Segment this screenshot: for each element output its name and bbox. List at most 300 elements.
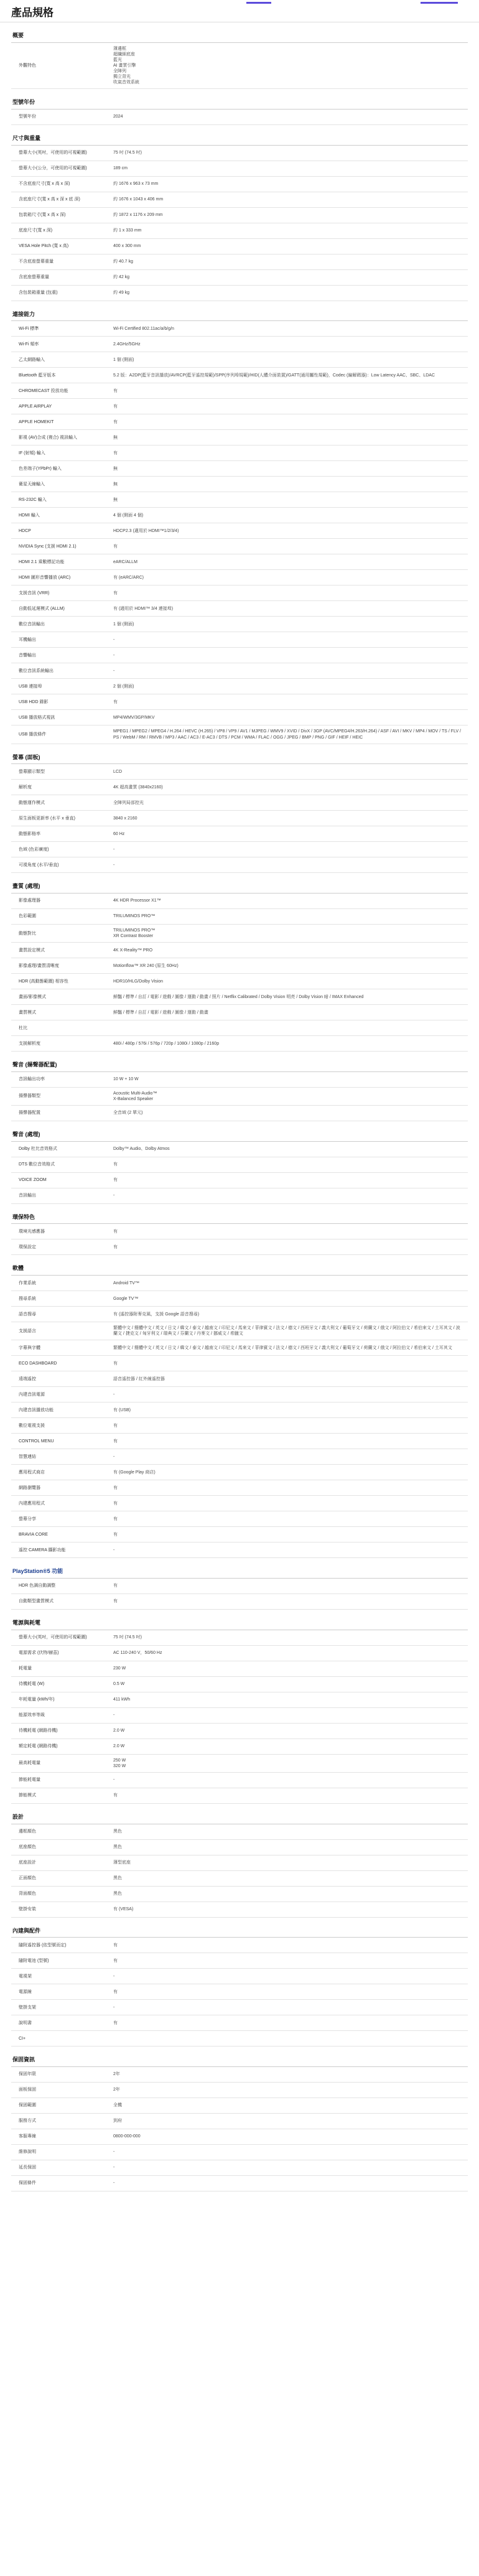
spec-value: 10 W + 10 W — [113, 1077, 139, 1082]
spec-row — [11, 726, 468, 744]
spec-value: 黑色 — [113, 1891, 122, 1896]
spec-label: 年耗電量 (kWh/年) — [19, 1697, 55, 1702]
spec-value: - — [113, 1974, 115, 1979]
spec-row — [11, 539, 468, 554]
spec-label: 智慧連結 — [19, 1454, 36, 1459]
spec-row — [11, 1340, 468, 1356]
spec-label: 保固範圍 — [19, 2103, 36, 2108]
spec-row — [11, 1020, 468, 1036]
spec-section — [11, 1204, 468, 1256]
spec-label: HDMI 2.1 乘數標記功能 — [19, 559, 65, 564]
spec-label: 內建音訊電源 — [19, 1392, 45, 1397]
spec-row — [11, 1840, 468, 1855]
spec-row — [11, 1692, 468, 1708]
spec-value: 3840 x 2160 — [113, 816, 137, 821]
section-heading: 軟體 — [11, 1255, 468, 1276]
spec-label: USB 播放格式視訊 — [19, 715, 55, 720]
spec-value: MPEG1 / MPEG2 / MPEG4 / H.264 / HEVC (H.265) / VP8 / VP9 / AV1 / MJPEG / WMV9 / XVID / DivX / 3GP (AVC/MPEG4/H.263/H.264) / ASF / AVI / MKV / MP4 / MOV / TS / FLV / PS / WebM / RM / RMVB / MP3 / AAC / AC3 / E-AC3 / DTS / PCM / WMA / FLAC / OGG / JPEG / BMP / PNG / GIF / HEIF / HEIC — [113, 729, 462, 740]
spec-label: 耗電量 — [19, 1666, 32, 1671]
spec-row — [11, 1824, 468, 1840]
spec-label: 螢幕大小(英吋，可使用的可視範圍) — [19, 1635, 87, 1640]
spec-row — [11, 679, 468, 694]
spec-label: 字幕與字體 — [19, 1345, 40, 1350]
spec-label: 延長保固 — [19, 2165, 36, 2170]
spec-label: 隨附遙控器 (依型號而定) — [19, 1943, 67, 1948]
spec-label: 自動低延遲模式 (ALLM) — [19, 606, 65, 611]
spec-row — [11, 842, 468, 857]
spec-value: 2年 — [113, 2072, 120, 2077]
spec-label: 音訊輸出功率 — [19, 1077, 45, 1082]
spec-row — [11, 780, 468, 795]
header — [0, 0, 479, 22]
spec-label: 客服專線 — [19, 2134, 36, 2139]
spec-value: - — [113, 1392, 115, 1397]
section-heading: 電源與耗電 — [11, 1610, 468, 1630]
section-heading: 設計 — [11, 1804, 468, 1824]
spec-row — [11, 570, 468, 586]
spec-label: ECO DASHBOARD — [19, 1361, 57, 1366]
spec-row — [11, 1005, 468, 1020]
section-heading: 畫質 (處理) — [11, 873, 468, 894]
spec-value: 250 W 320 W — [113, 1758, 126, 1768]
section-heading: 保固資訊 — [11, 2046, 468, 2067]
spec-row — [11, 110, 468, 125]
spec-label: HDR (高動態範圍) 相容性 — [19, 979, 68, 984]
spec-label: 額定耗電 (網路待機) — [19, 1744, 58, 1749]
spec-label: APPLE AIRPLAY — [19, 404, 52, 409]
spec-label: 耳機輸出 — [19, 637, 36, 642]
spec-value: 黑色 — [113, 1875, 122, 1880]
spec-row — [11, 1755, 468, 1773]
spec-value: HDCP2.3 (適用於 HDMI™1/2/3/4) — [113, 528, 179, 533]
spec-label: 服務方式 — [19, 2119, 36, 2124]
spec-value: 2.0 W — [113, 1744, 125, 1749]
spec-label: 不含底座螢幕重量 — [19, 259, 53, 264]
spec-row — [11, 1773, 468, 1788]
spec-row — [11, 254, 468, 270]
spec-value: 有 — [113, 1584, 118, 1589]
spec-value: 2.0 W — [113, 1729, 125, 1734]
spec-value: 1 個 (側面) — [113, 622, 134, 627]
spec-value: 到府 — [113, 2119, 122, 2124]
spec-section — [11, 125, 468, 301]
spec-value: 2024 — [113, 114, 123, 119]
spec-label: IF (射頻) 輸入 — [19, 450, 45, 455]
spec-value: 約 1872 x 1176 x 209 mm — [113, 213, 163, 218]
spec-label: 隨附電池 (型號) — [19, 1958, 49, 1963]
spec-row — [11, 2129, 468, 2145]
spec-section — [11, 1610, 468, 1804]
spec-label: CHROMECAST 投放功能 — [19, 388, 68, 393]
spec-row — [11, 1871, 468, 1887]
spec-row — [11, 239, 468, 254]
spec-value: Android TV™ — [113, 1281, 139, 1286]
spec-row — [11, 286, 468, 301]
spec-label: HDCP — [19, 528, 31, 533]
spec-row — [11, 1276, 468, 1291]
spec-label: 乙太網路輸入 — [19, 357, 45, 362]
spec-row — [11, 974, 468, 989]
spec-label: 作業系統 — [19, 1281, 36, 1286]
spec-row — [11, 1106, 468, 1121]
spec-value: 230 W — [113, 1666, 126, 1671]
spec-label: 語音搜尋 — [19, 1312, 36, 1317]
spec-section — [11, 301, 468, 744]
spec-row — [11, 1157, 468, 1173]
spec-label: 色彩範圍 — [19, 914, 36, 919]
spec-value: - — [113, 2005, 115, 2010]
spec-value: 有 — [113, 699, 118, 704]
spec-value: 有 — [113, 1485, 118, 1490]
spec-label: 說明書 — [19, 2020, 32, 2025]
spec-value: 0800-000-000 — [113, 2134, 141, 2139]
spec-value: 有 (USB) — [113, 1407, 131, 1412]
spec-row — [11, 1449, 468, 1465]
spec-row — [11, 1724, 468, 1739]
page-title: 產品規格 — [11, 7, 53, 19]
spec-label: 外觀特色 — [19, 63, 36, 68]
spec-row — [11, 764, 468, 780]
spec-label: 自動類型畫質模式 — [19, 1599, 53, 1604]
section-heading: PlayStation®5 功能 — [11, 1558, 468, 1579]
spec-label: 壁掛支架 — [19, 2005, 36, 2010]
spec-label: CONTROL MENU — [19, 1439, 54, 1444]
spec-label: 遠端遙控 — [19, 1376, 36, 1381]
spec-label: 內建應用程式 — [19, 1501, 45, 1506]
spec-value: 有 — [113, 404, 118, 409]
spec-label: 支援音訊 (VRR) — [19, 590, 50, 595]
spec-value: 全陣列局部控光 — [113, 800, 144, 805]
spec-label: 支援解析度 — [19, 1041, 40, 1046]
spec-label: 節能模式 — [19, 1793, 36, 1798]
spec-label: 螢幕大小(公分，可使用的可視範圍) — [19, 166, 87, 171]
spec-value: TRILUMINOS PRO™ XR Contrast Booster — [113, 928, 156, 939]
spec-value: 有 — [113, 1244, 118, 1249]
spec-label: 動態影格率 — [19, 831, 40, 836]
spec-row — [11, 1527, 468, 1542]
spec-row — [11, 811, 468, 826]
spec-value: 有 — [113, 2020, 118, 2025]
spec-value: 語音遙控器 / 紅外線遙控器 — [113, 1376, 165, 1381]
spec-label: 環保設定 — [19, 1244, 36, 1249]
spec-label: VESA Hole Pitch (寬 x 高) — [19, 244, 69, 249]
spec-label: 螢幕大小(英吋，可使用的可視範圍) — [19, 151, 87, 156]
spec-section — [11, 22, 468, 89]
spec-value: AC 110-240 V，50/60 Hz — [113, 1651, 162, 1656]
spec-label: RS-232C 輸入 — [19, 497, 47, 502]
spec-row — [11, 1480, 468, 1496]
spec-value: - — [113, 653, 115, 658]
spec-row — [11, 1708, 468, 1724]
spec-label: 邊框顏色 — [19, 1829, 36, 1834]
spec-label: 節能耗電量 — [19, 1778, 40, 1783]
spec-value: 480i / 480p / 576i / 576p / 720p / 1080i / 1080p / 2160p — [113, 1041, 220, 1046]
spec-value: 400 x 300 mm — [113, 244, 141, 249]
spec-label: 背面顏色 — [19, 1891, 36, 1896]
spec-value: 189 cm — [113, 166, 128, 171]
spec-row — [11, 1984, 468, 2000]
spec-label: 電源需求 (伏特/赫茲) — [19, 1651, 59, 1656]
spec-value: - — [113, 2150, 115, 2155]
spec-value: - — [113, 862, 115, 867]
spec-value: Google TV™ — [113, 1296, 139, 1301]
spec-label: HDMI 圖形音響播放 (ARC) — [19, 575, 71, 580]
spec-label: 最高耗電量 — [19, 1761, 40, 1766]
spec-section — [11, 89, 468, 125]
spec-value: - — [113, 1547, 115, 1552]
spec-label: 網路瀏覽器 — [19, 1485, 40, 1490]
spec-row — [11, 43, 468, 90]
section-heading: 型號年份 — [11, 89, 468, 110]
spec-row — [11, 523, 468, 539]
spec-label: 待機耗電 (W) — [19, 1682, 45, 1687]
spec-row — [11, 146, 468, 161]
spec-value: - — [113, 637, 115, 642]
spec-label: 內建音訊播放功能 — [19, 1407, 53, 1412]
spec-row — [11, 223, 468, 239]
spec-value: 有 — [113, 1958, 118, 1963]
spec-row — [11, 2160, 468, 2176]
spec-label: 數位電視支援 — [19, 1423, 45, 1428]
spec-value: 薄邊框 超纖細底座 藍光 AI 畫質引擎 全陣列 獨立背光 吹氣音效系統 — [113, 46, 139, 85]
spec-value: - — [113, 1713, 115, 1718]
spec-label: 底座尺寸(寬 x 深) — [19, 228, 53, 233]
spec-label: 正面顏色 — [19, 1875, 36, 1880]
spec-row — [11, 1579, 468, 1594]
spec-row — [11, 2145, 468, 2160]
spec-value: 有 — [113, 1439, 118, 1444]
spec-value: 有 — [113, 1178, 118, 1183]
spec-label: 數位音訊系統輸出 — [19, 668, 53, 673]
spec-label: 畫質模式 — [19, 1010, 36, 1015]
spec-row — [11, 368, 468, 383]
spec-label: 含底座尺寸(寬 x 高 x 深 x 底 深) — [19, 197, 80, 202]
spec-row — [11, 795, 468, 811]
spec-row — [11, 1887, 468, 1902]
spec-value: 無 — [113, 435, 118, 440]
spec-label: DTS 數位音效格式 — [19, 1162, 55, 1167]
spec-row — [11, 648, 468, 663]
spec-row — [11, 554, 468, 570]
spec-value: Dolby™ Audio、Dolby Atmos — [113, 1147, 170, 1152]
spec-row — [11, 208, 468, 223]
spec-label: 含底座螢幕重量 — [19, 275, 49, 280]
spec-label: VOICE ZOOM — [19, 1178, 47, 1183]
spec-value: - — [113, 1193, 115, 1198]
spec-value: 約 1 x 333 mm — [113, 228, 142, 233]
spec-value: 約 49 kg — [113, 291, 130, 296]
spec-row — [11, 399, 468, 414]
spec-value: 鮮豔 / 標準 / 自訂 / 電影 / 遊戲 / 圖像 / 運動 / 動畫 — [113, 1010, 208, 1015]
spec-row — [11, 1496, 468, 1511]
spec-row — [11, 492, 468, 508]
spec-row — [11, 1594, 468, 1610]
spec-row — [11, 1938, 468, 1953]
spec-label: 待機耗電 (網路待機) — [19, 1729, 58, 1734]
spec-row — [11, 1646, 468, 1661]
spec-row — [11, 2114, 468, 2129]
spec-row — [11, 414, 468, 430]
spec-value: 有 — [113, 388, 118, 393]
spec-label: 杜比 — [19, 1025, 27, 1030]
spec-label: 影像處理/畫質清晰度 — [19, 963, 59, 968]
spec-label: USB 連接埠 — [19, 684, 42, 689]
spec-row — [11, 1465, 468, 1480]
spec-value: 有 — [113, 1516, 118, 1521]
spec-row — [11, 192, 468, 208]
spec-row — [11, 177, 468, 192]
spec-row — [11, 321, 468, 337]
spec-label: 能源效率等級 — [19, 1713, 45, 1718]
spec-row — [11, 1902, 468, 1918]
spec-row — [11, 1371, 468, 1387]
spec-value: 2.4GHz/5GHz — [113, 342, 141, 347]
spec-value: 2年 — [113, 2088, 120, 2093]
spec-value: 4K X-Reality™ PRO — [113, 948, 153, 953]
spec-row — [11, 826, 468, 842]
section-heading: 概要 — [11, 22, 468, 43]
section-heading: 尺寸與重量 — [11, 125, 468, 146]
spec-label: 底座顏色 — [19, 1844, 36, 1849]
spec-row — [11, 1142, 468, 1157]
spec-label: NVIDIA Sync (支援 HDMI 2.1) — [19, 544, 77, 549]
spec-value: - — [113, 847, 115, 852]
spec-label: 應用程式商店 — [19, 1470, 45, 1475]
spec-section — [11, 1558, 468, 1610]
header-accent-line — [421, 2, 458, 4]
spec-label: 音訊輸出 — [19, 1193, 36, 1198]
spec-label: HDMI 輸入 — [19, 513, 40, 518]
spec-value: 4K HDR Processor X1™ — [113, 898, 161, 903]
spec-value: MP4/WMV/3GP/MKV — [113, 715, 155, 720]
spec-value: 有 — [113, 1229, 118, 1234]
spec-value: 全機 — [113, 2103, 122, 2108]
spec-label: 影視 (AV)合成 (複合) 視訊輸入 — [19, 435, 77, 440]
spec-value: 有 — [113, 1793, 118, 1798]
spec-row — [11, 909, 468, 925]
spec-row — [11, 1953, 468, 1969]
spec-value: Motionflow™ XR 240 (原生 60Hz) — [113, 963, 179, 968]
spec-value: 黑色 — [113, 1844, 122, 1849]
spec-value: Wi-Fi Certified 802.11ac/a/b/g/n — [113, 326, 174, 331]
spec-value: - — [113, 1778, 115, 1783]
spec-label: 色域 (色彩廣度) — [19, 847, 49, 852]
spec-value: 有 (Google Play 商店) — [113, 1470, 156, 1475]
spec-value: - — [113, 2181, 115, 2186]
spec-label: 螢幕分享 — [19, 1516, 36, 1521]
spec-label: APPLE HOMEKIT — [19, 419, 54, 424]
spec-value: 有 — [113, 419, 118, 424]
spec-row — [11, 632, 468, 648]
spec-row — [11, 857, 468, 873]
spec-value: 有 (VESA) — [113, 1906, 134, 1911]
spec-sections — [0, 22, 479, 2191]
spec-row — [11, 1511, 468, 1527]
spec-row — [11, 1088, 468, 1106]
spec-row — [11, 461, 468, 477]
spec-row — [11, 1542, 468, 1558]
spec-section — [11, 1121, 468, 1204]
spec-label: 保固年限 — [19, 2072, 36, 2077]
spec-value: 全音域 (2 單元) — [113, 1111, 143, 1116]
section-heading: 螢幕 (面板) — [11, 744, 468, 765]
spec-row — [11, 1677, 468, 1692]
spec-value: 1 個 (側面) — [113, 357, 134, 362]
spec-row — [11, 601, 468, 617]
spec-value: 5.2 版：A2DP(藍牙音訊播放)/AVRCP(藍牙遙控規範)/SPP(序列埠規範)/HID(人體介面裝置)/GATT(通用屬性規範)，Codec (編解碼器)：Low Latency AAC、SBC、LDAC — [113, 373, 435, 378]
spec-value: 75 吋 (74.5 吋) — [113, 1635, 142, 1640]
spec-label: 不含底座尺寸(寬 x 高 x 深) — [19, 182, 70, 187]
spec-section — [11, 744, 468, 874]
spec-value: 2 個 (側面) — [113, 684, 134, 689]
spec-label: USB HDD 錄影 — [19, 699, 49, 704]
spec-value: 60 Hz — [113, 831, 125, 836]
spec-value: 黑色 — [113, 1829, 122, 1834]
spec-label: 支援語言 — [19, 1328, 36, 1333]
spec-label: 電源線 — [19, 1989, 32, 1994]
spec-value: 繁體中文 / 簡體中文 / 英文 / 日文 / 韓文 / 泰文 / 越南文 / 印尼文 / 馬來文 / 菲律賓文 / 法文 / 德文 / 西班牙文 / 義大利文 / 葡萄牙文 / 荷蘭文 / 俄文 / 阿拉伯文 / 希伯來文 / 土耳其文 / 波蘭文 / 捷克文 / 匈牙利文 / 瑞典文 / 芬蘭文 / 丹麥文 / 挪威文 / 希臘文 — [113, 1326, 460, 1337]
spec-row — [11, 1291, 468, 1307]
spec-value: 無 — [113, 497, 118, 502]
spec-row — [11, 1418, 468, 1434]
spec-label: Wi-Fi 頻率 — [19, 342, 39, 347]
spec-row — [11, 1402, 468, 1418]
spec-value: 有 — [113, 590, 118, 595]
spec-label: BRAVIA CORE — [19, 1532, 48, 1537]
spec-label: 色差端子(YPbPr) 輸入 — [19, 466, 62, 471]
spec-row — [11, 1630, 468, 1646]
spec-label: 電視架 — [19, 1974, 32, 1979]
spec-label: 壁掛安裝 — [19, 1906, 36, 1911]
spec-label: 揚聲器類型 — [19, 1094, 40, 1099]
spec-label: 維修說明 — [19, 2150, 36, 2155]
section-heading: 聲音 (揚聲器配置) — [11, 1052, 468, 1072]
spec-value: 約 42 kg — [113, 275, 130, 280]
spec-row — [11, 894, 468, 909]
spec-row — [11, 446, 468, 461]
section-heading: 連接能力 — [11, 301, 468, 322]
spec-value: - — [113, 2165, 115, 2170]
spec-value: 75 吋 (74.5 吋) — [113, 151, 142, 156]
section-heading: 環保特色 — [11, 1204, 468, 1225]
spec-value: 約 40.7 kg — [113, 259, 133, 264]
spec-row — [11, 2031, 468, 2046]
spec-row — [11, 943, 468, 958]
spec-value: 有 — [113, 1532, 118, 1537]
spec-row — [11, 663, 468, 679]
spec-label: 搜尋系統 — [19, 1296, 36, 1301]
spec-label: 原生面板更新率 (水平 x 垂直) — [19, 816, 75, 821]
spec-label: Wi-Fi 標準 — [19, 326, 39, 331]
spec-label: 包裝箱尺寸(寬 x 高 x 深) — [19, 213, 66, 218]
spec-label: 動態對比 — [19, 931, 36, 936]
spec-row — [11, 1036, 468, 1052]
spec-row — [11, 958, 468, 974]
spec-row — [11, 1788, 468, 1804]
section-heading: 聲音 (處理) — [11, 1121, 468, 1142]
spec-row — [11, 1307, 468, 1322]
spec-row — [11, 508, 468, 523]
spec-row — [11, 2067, 468, 2083]
spec-value: 有 — [113, 450, 118, 455]
spec-value: 有 — [113, 1361, 118, 1366]
spec-row — [11, 1387, 468, 1402]
spec-value: 0.5 W — [113, 1682, 125, 1687]
spec-label: Bluetooth 藍牙版本 — [19, 373, 56, 378]
spec-row — [11, 1322, 468, 1340]
spec-row — [11, 2000, 468, 2015]
spec-label: 衛星天線輸入 — [19, 482, 45, 487]
